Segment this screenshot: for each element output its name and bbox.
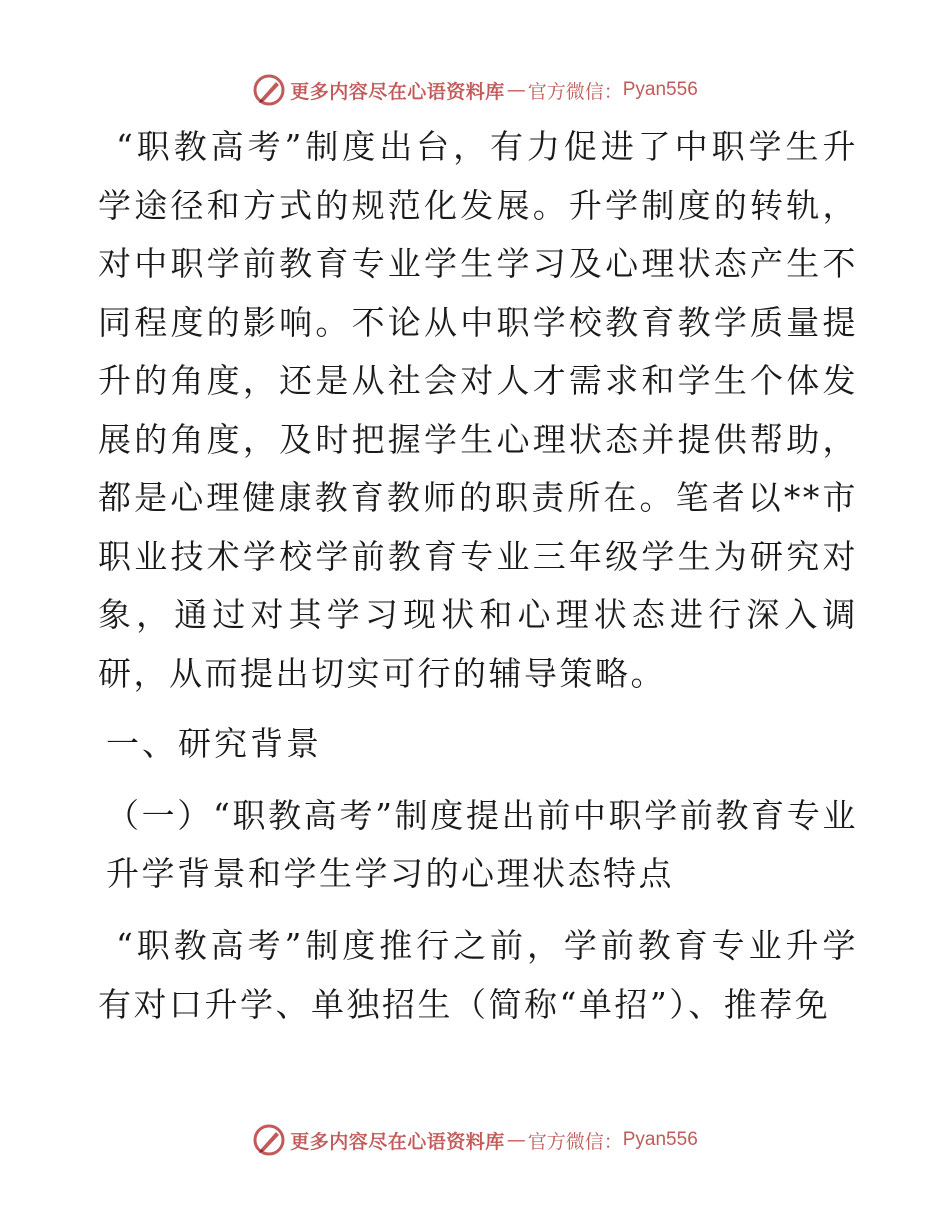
section-heading: 一、研究背景 [106, 724, 322, 763]
subsection-heading: （一）“职教高考”制度提出前中职学前教育专业升学背景和学生学习的心理状态特点 [106, 796, 858, 893]
watermark-label: 官方微信： [527, 80, 623, 103]
document-body [98, 118, 858, 1034]
watermark-site-text: 更多内容尽在心语资料库 [290, 1130, 505, 1153]
pen-logo-icon [252, 73, 286, 107]
watermark-id: Pyan556 [622, 1129, 698, 1150]
paragraph-background: “职教高考”制度推行之前，学前教育专业升学有对口升学、单独招生（简称“单招”）、推荐免 [98, 926, 858, 1024]
watermark-separator: — [506, 79, 526, 101]
paragraph-intro: “职教高考”制度出台，有力促进了中职学生升学途径和方式的规范化发展。升学制度的转轨，对中职学前教育专业学生学习及心理状态产生不同程度的影响。不论从中职学校教育教学质量提升的角度，还是从社会对人才需求和学生个体发展的角度，及时把握学生心理状态并提供帮助，都是心理健康教育教师的职责所在。笔者以**市职业技术学校学前教育专业三年级学生为研究对象，通过对其学习现状和心理状态进行深入调研，从而提出切实可行的辅导策略。 [98, 127, 858, 693]
watermark-id: Pyan556 [622, 79, 698, 100]
watermark-label: 官方微信： [527, 1130, 623, 1153]
watermark-separator: — [506, 1129, 526, 1151]
header-watermark [0, 70, 950, 110]
pen-logo-icon [252, 1123, 286, 1157]
watermark-site-text: 更多内容尽在心语资料库 [290, 80, 505, 103]
footer-watermark [0, 1120, 950, 1160]
